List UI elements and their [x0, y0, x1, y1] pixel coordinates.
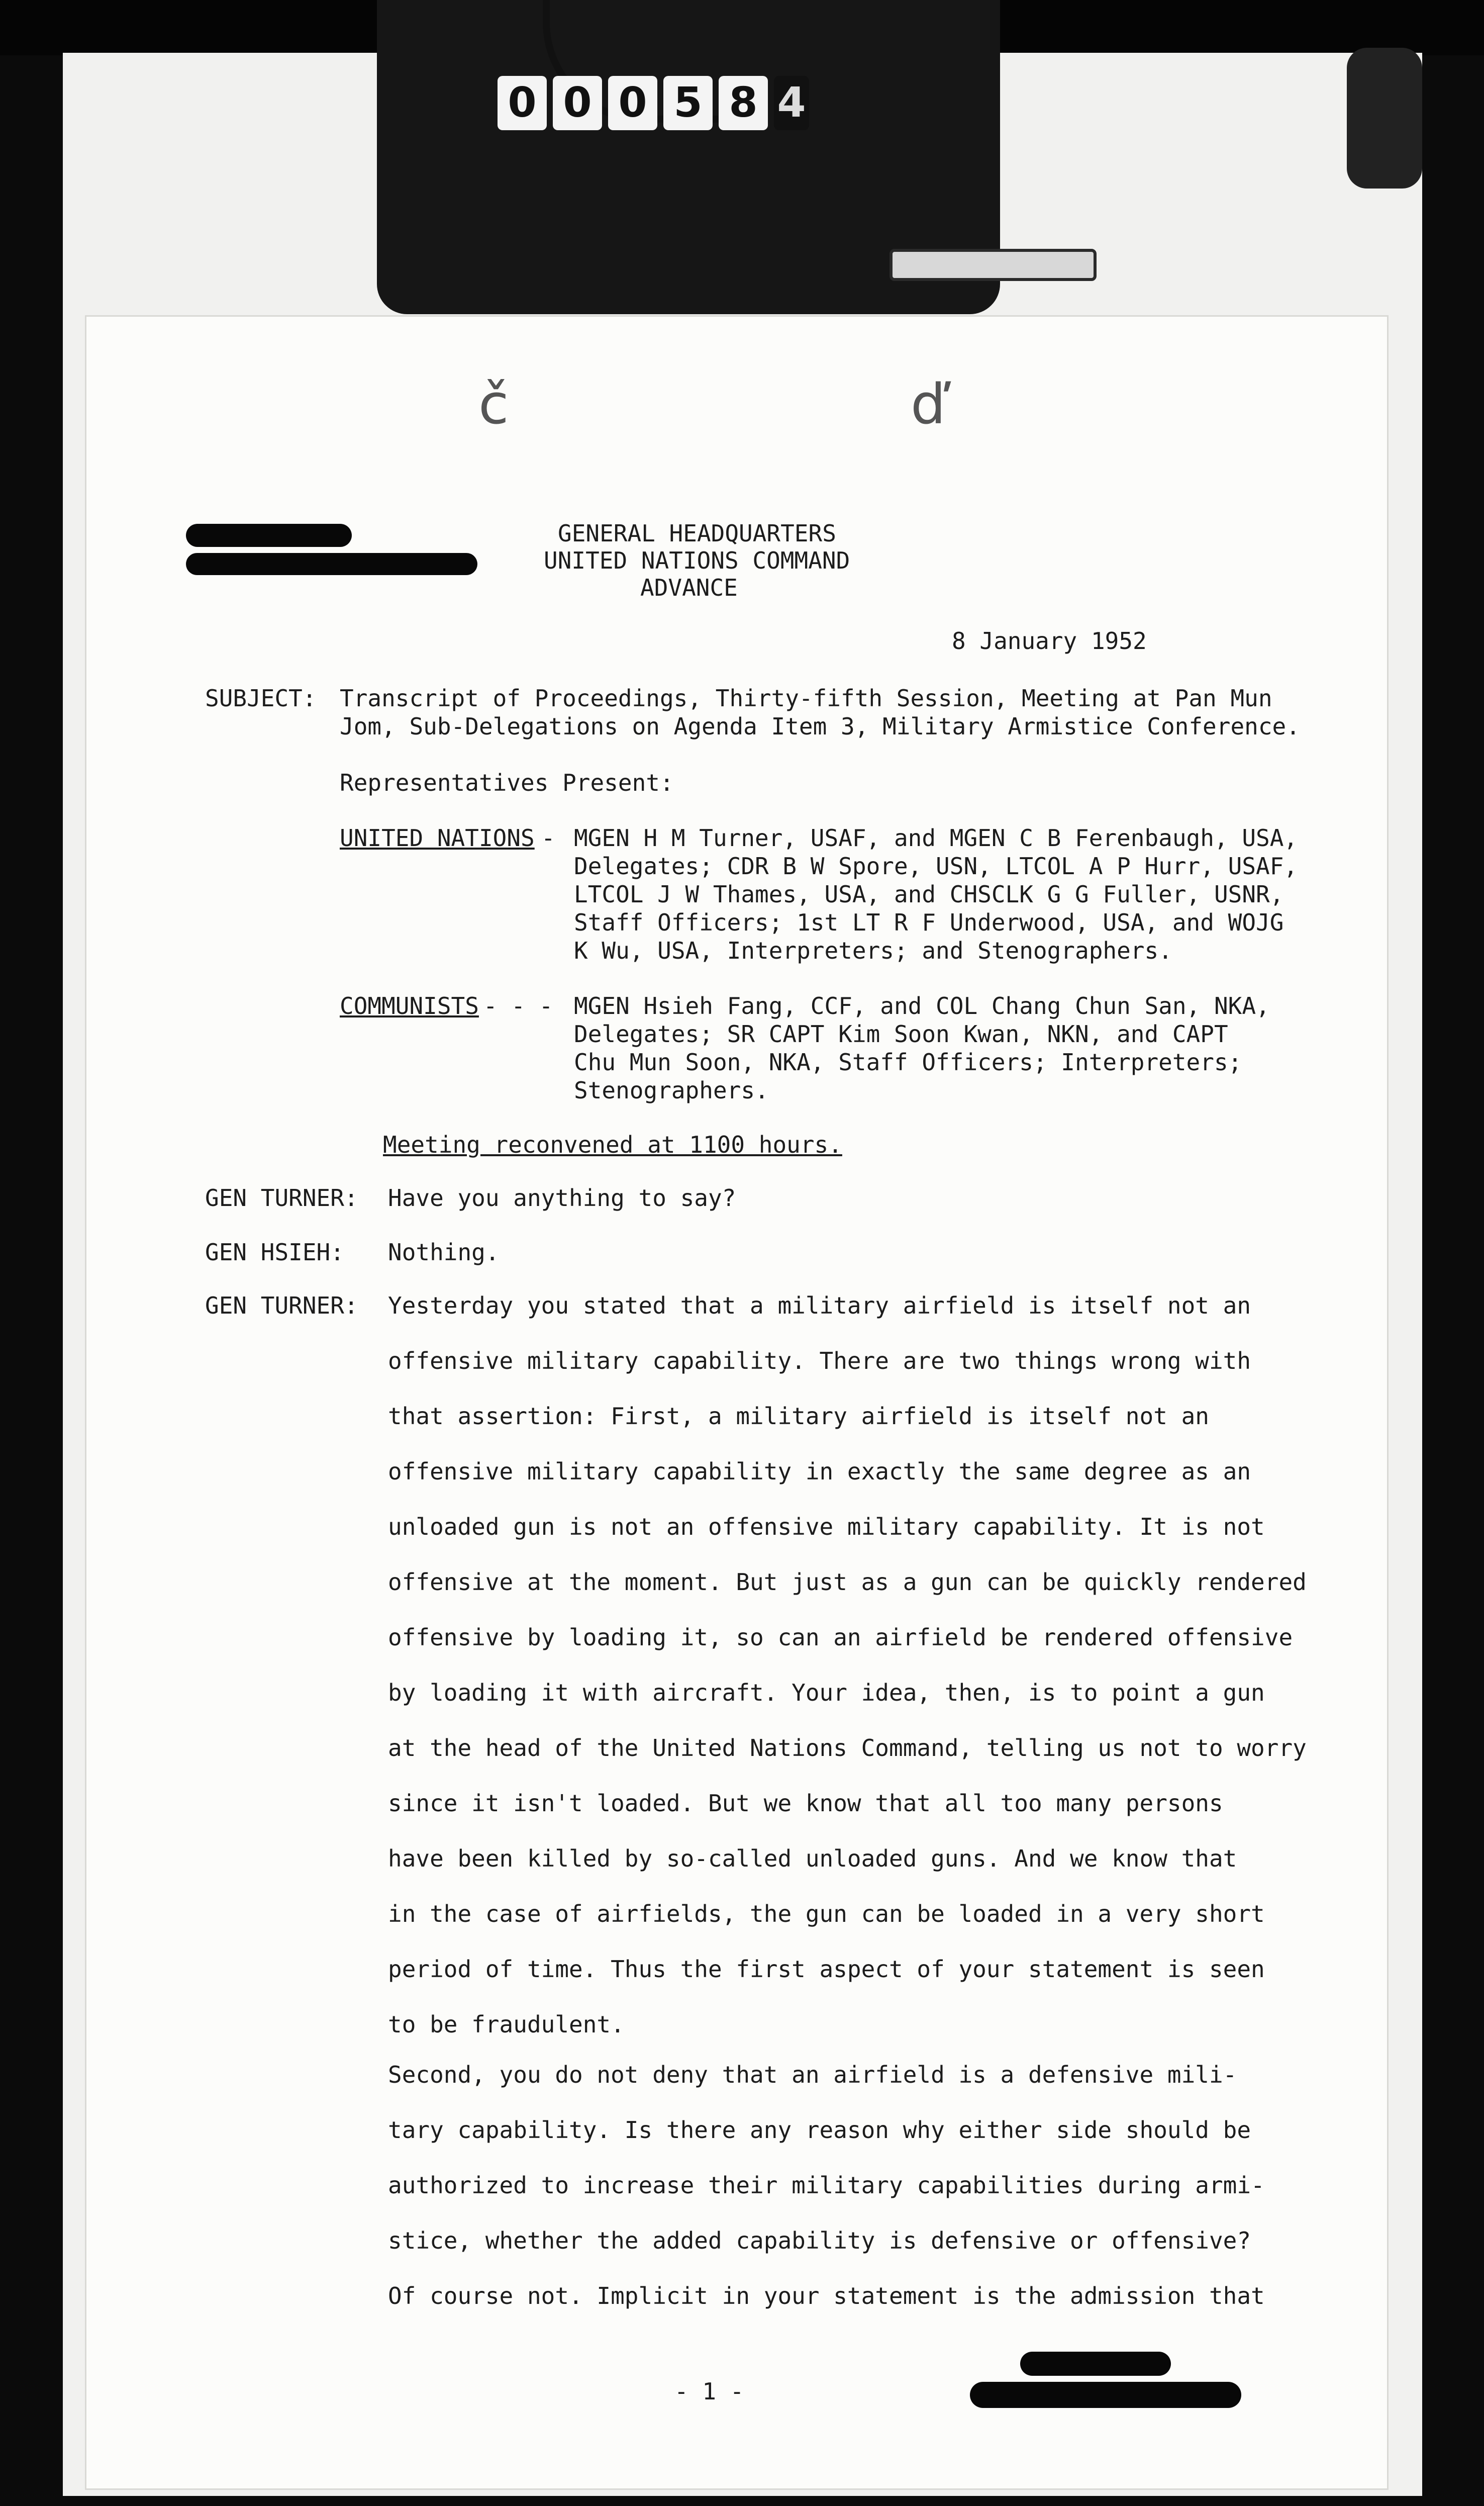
document-page	[86, 317, 1387, 2488]
body-line: unloaded gun is not an offensive military capability. It is not	[388, 1513, 1265, 1540]
header-line: ADVANCE	[640, 574, 738, 601]
frame-counter	[498, 73, 839, 133]
counter-digit: 0	[608, 76, 657, 130]
document-date: 8 January 1952	[952, 627, 1147, 655]
body-line: offensive military capability. There are two things wrong with	[388, 1347, 1251, 1374]
communists-label: COMMUNISTS	[340, 992, 479, 1019]
speaker-label: GEN TURNER:	[205, 1184, 358, 1212]
representatives-heading: Representatives Present:	[340, 769, 674, 796]
body-line: since it isn't loaded. But we know that all too many persons	[388, 1790, 1223, 1817]
speaker-text: Have you anything to say?	[388, 1184, 736, 1212]
punch-hole-mark: ď	[911, 372, 946, 436]
body-line: tary capability. Is there any reason why either side should be	[388, 2116, 1251, 2144]
un-line: Staff Officers; 1st LT R F Underwood, USA, and WOJG	[574, 909, 1284, 936]
communists-line: Stenographers.	[574, 1077, 769, 1104]
speaker-text: Yesterday you stated that a military airfield is itself not an	[388, 1292, 1251, 1319]
body-line: at the head of the United Nations Command, telling us not to worry	[388, 1734, 1307, 1761]
body-line: offensive by loading it, so can an airfield be rendered offensive	[388, 1624, 1293, 1651]
communists-line: Chu Mun Soon, NKA, Staff Officers; Interpreters;	[574, 1049, 1242, 1076]
speaker-text: Nothing.	[388, 1239, 500, 1266]
communists-line: MGEN Hsieh Fang, CCF, and COL Chang Chun San, NKA,	[574, 992, 1270, 1019]
body-line: Second, you do not deny that an airfield is a defensive mili-	[388, 2061, 1237, 2088]
speaker-label: GEN HSIEH:	[205, 1239, 344, 1266]
body-line: have been killed by so-called unloaded guns. And we know that	[388, 1845, 1237, 1872]
redaction-bar	[970, 2382, 1241, 2408]
redaction-bar	[1020, 2352, 1171, 2376]
body-line: offensive at the moment. But just as a gun can be quickly rendered	[388, 1568, 1307, 1596]
header-line: UNITED NATIONS COMMAND	[544, 547, 850, 574]
counter-digit: 0	[553, 76, 602, 130]
un-label: UNITED NATIONS	[340, 824, 535, 852]
counter-digit: 5	[663, 76, 713, 130]
subject-label: SUBJECT:	[205, 685, 317, 712]
subject-line: Transcript of Proceedings, Thirty-fifth Session, Meeting at Pan Mun	[340, 685, 1272, 712]
counter-digit: 4	[774, 76, 809, 130]
body-line: to be fraudulent.	[388, 2011, 625, 2038]
body-line: stice, whether the added capability is defensive or offensive?	[388, 2227, 1251, 2254]
un-line: K Wu, USA, Interpreters; and Stenographers.	[574, 937, 1172, 964]
un-line: Delegates; CDR B W Spore, USN, LTCOL A P Hurr, USAF,	[574, 853, 1298, 880]
counter-digit: 8	[719, 76, 768, 130]
body-line: Of course not. Implicit in your statement is the admission that	[388, 2282, 1265, 2309]
body-line: that assertion: First, a military airfield is itself not an	[388, 1403, 1209, 1430]
redaction-bar	[186, 553, 477, 575]
counter-knob	[1347, 48, 1422, 189]
header-line: GENERAL HEADQUARTERS	[558, 520, 836, 547]
redaction-bar	[186, 524, 352, 547]
body-line: offensive military capability in exactly the same degree as an	[388, 1458, 1251, 1485]
subject-line: Jom, Sub-Delegations on Agenda Item 3, Military Armistice Conference.	[340, 713, 1300, 740]
counter-digit: 0	[498, 76, 547, 130]
speaker-label: GEN TURNER:	[205, 1292, 358, 1319]
communists-dash: - - -	[483, 992, 553, 1019]
punch-hole-mark: č	[478, 372, 509, 436]
page-number: - 1 -	[674, 2378, 744, 2405]
counter-slot	[889, 249, 1097, 281]
reconvened-line: Meeting reconvened at 1100 hours.	[383, 1131, 842, 1158]
body-line: authorized to increase their military capabilities during armi-	[388, 2172, 1265, 2199]
frame-counter-device	[377, 0, 1000, 314]
body-line: in the case of airfields, the gun can be loaded in a very short	[388, 1900, 1265, 1927]
body-line: period of time. Thus the first aspect of your statement is seen	[388, 1956, 1265, 1983]
un-line: MGEN H M Turner, USAF, and MGEN C B Ferenbaugh, USA,	[574, 824, 1298, 852]
body-line: by loading it with aircraft. Your idea, then, is to point a gun	[388, 1679, 1265, 1706]
un-dash: -	[541, 824, 555, 852]
communists-line: Delegates; SR CAPT Kim Soon Kwan, NKN, and CAPT	[574, 1020, 1228, 1048]
un-line: LTCOL J W Thames, USA, and CHSCLK G G Fuller, USNR,	[574, 881, 1284, 908]
